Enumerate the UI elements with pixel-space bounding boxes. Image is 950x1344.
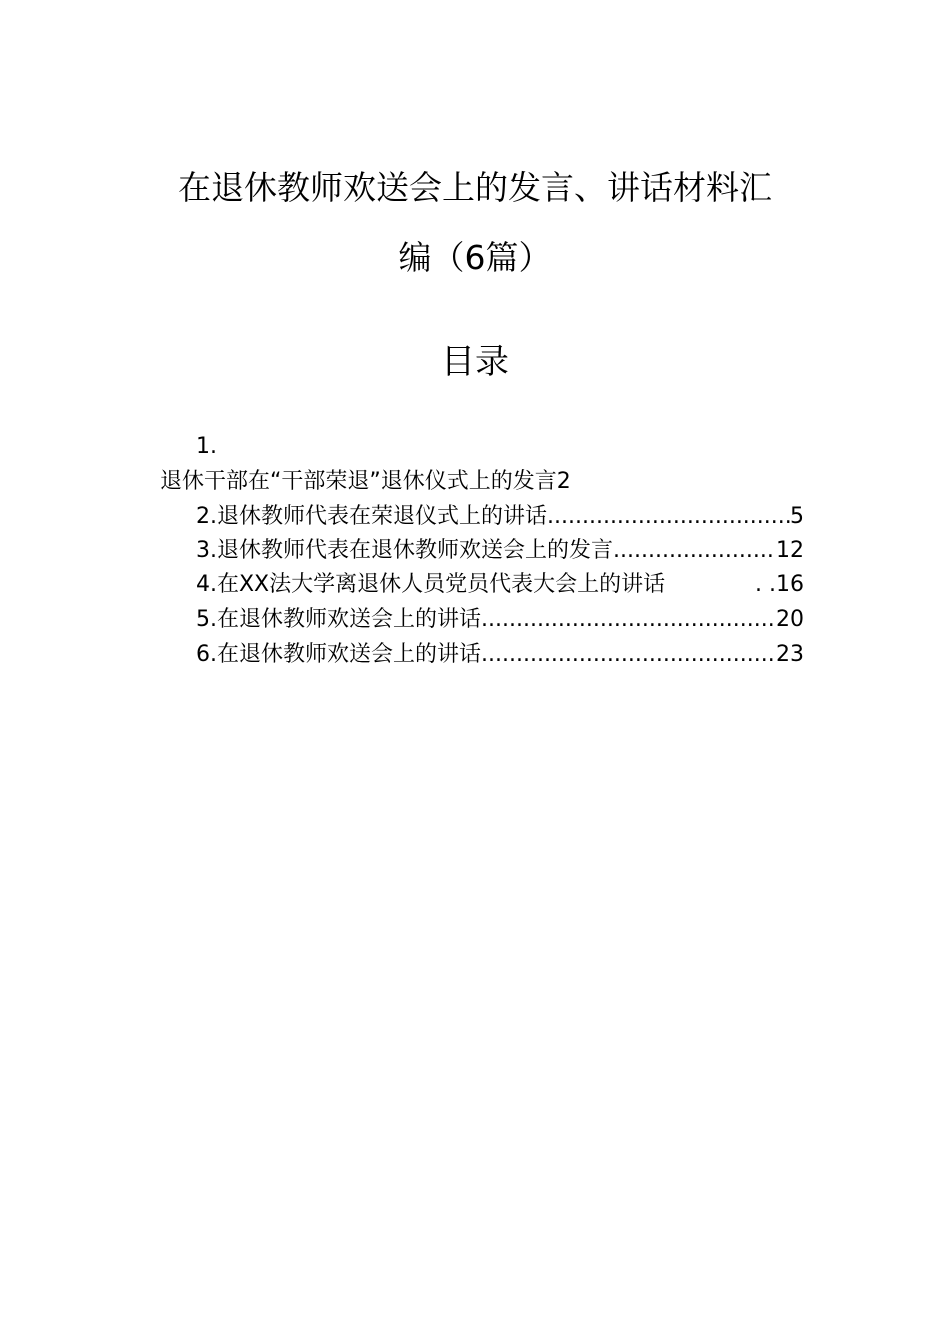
toc-heading: 目录 (441, 342, 509, 382)
toc-entry-label: 4.在XX法大学离退休人员党员代表大会上的讲话 (196, 572, 666, 597)
toc-entry-1-text: 退休干部在“干部荣退”退休仪式上的发言2 (160, 469, 571, 494)
toc-page-number: 23 (776, 642, 804, 667)
toc-entry-2 (196, 502, 804, 532)
toc-entry-6 (196, 640, 804, 670)
toc-entry-3 (196, 536, 804, 566)
toc-entry-label: 3.退休教师代表在退休教师欢送会上的发言 (196, 538, 613, 563)
toc-dot-leader (613, 536, 776, 566)
toc-dot-leader (481, 605, 776, 635)
toc-page-number: 16 (776, 572, 804, 597)
toc-entry-label: 2.退休教师代表在荣退仪式上的讲话 (196, 504, 547, 529)
toc-page-number: 12 (776, 538, 804, 563)
toc-entry-label: 6.在退休教师欢送会上的讲话 (196, 642, 481, 667)
toc-entry-1-number: 1. (196, 434, 217, 459)
toc-page-number: 5 (790, 504, 804, 529)
document-title-line-1: 在退休教师欢送会上的发言、讲话材料汇 (178, 168, 772, 207)
toc-entry-label: 5.在退休教师欢送会上的讲话 (196, 607, 481, 632)
toc-dot-leader (481, 640, 776, 670)
toc-dot-leader (755, 570, 776, 600)
document-title-line-2: 编（6篇） (398, 238, 552, 277)
toc-entry-4 (196, 570, 804, 600)
toc-dot-leader (547, 502, 790, 532)
toc-entry-5 (196, 605, 804, 635)
toc-page-number: 20 (776, 607, 804, 632)
